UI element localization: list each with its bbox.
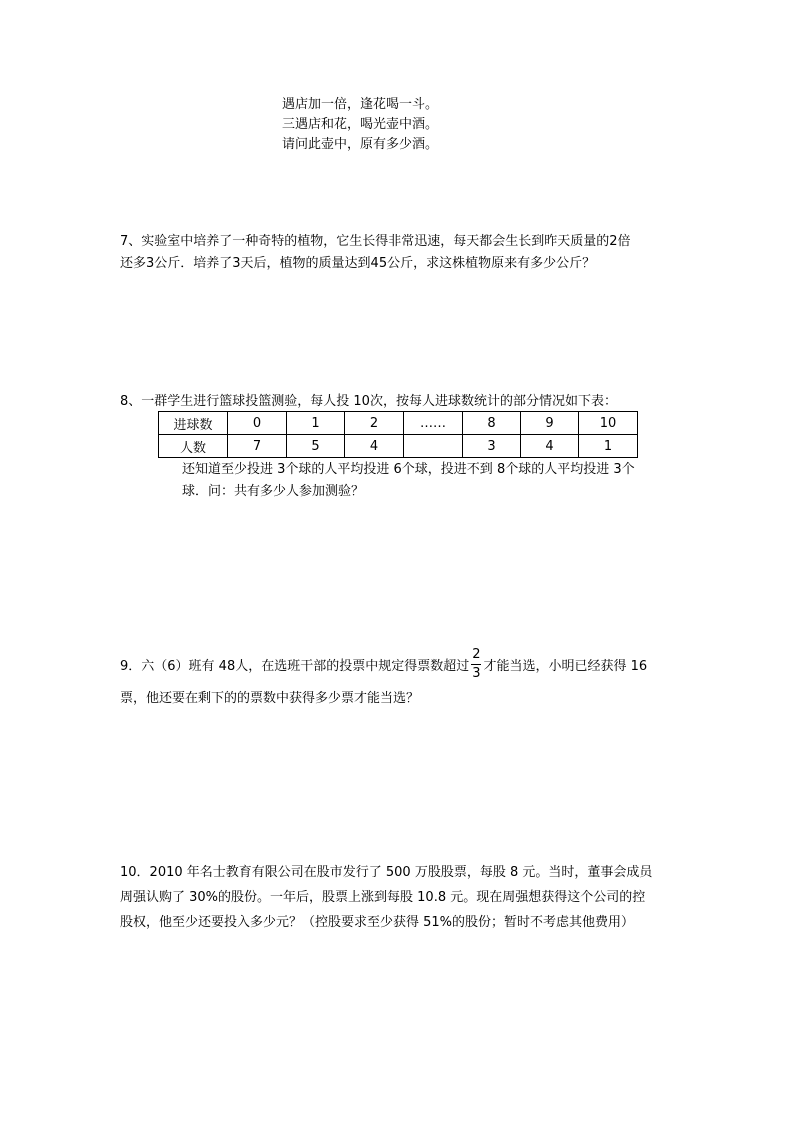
question-10-line-2: 周强认购了 30%的股份。一年后，股票上涨到每股 10.8 元。现在周强想获得这个公司的控	[120, 890, 646, 905]
fraction-denominator: 3	[472, 665, 481, 681]
poem-line-3: 请问此壶中，原有多少酒。	[282, 137, 439, 152]
question-10-line-3: 股权，他至少还要投入多少元？（控股要求至少获得 51%的股份；暂时不考虑其他费用）	[120, 915, 635, 930]
question-9	[120, 642, 647, 710]
table-cell	[404, 435, 463, 458]
poem-block	[282, 95, 438, 155]
table-cell: 1	[287, 412, 345, 435]
table-cell: 4	[521, 435, 579, 458]
table-cell: 8	[463, 412, 521, 435]
table-cell: 4	[345, 435, 404, 458]
table-cell-header-people: 人数	[159, 435, 228, 458]
question-8-intro: 8、一群学生进行篮球投篮测验，每人投 10次，按每人进球数统计的部分情况如下表：	[120, 394, 617, 409]
score-table-row-people	[159, 435, 638, 458]
fraction	[471, 647, 481, 682]
table-cell: 10	[579, 412, 638, 435]
poem-line-2: 三遇店和花，喝光壶中酒。	[282, 117, 439, 132]
question-8-continuation	[182, 459, 635, 503]
question-9-text-before: 9．六（6）班有 48人，在选班干部的投票中规定得票数超过	[120, 658, 470, 674]
table-cell: 9	[521, 412, 579, 435]
table-cell-header-goals: 进球数	[159, 412, 228, 435]
question-8-line-3: 球．问：共有多少人参加测验？	[182, 484, 365, 499]
question-10	[120, 860, 680, 935]
fraction-numerator: 2	[472, 646, 481, 662]
question-9-text-after: 才能当选，小明已经获得 16	[483, 658, 648, 674]
question-7-line-2: 还多3公斤．培养了3天后，植物的质量达到45公斤，求这株植物原来有多少公斤？	[120, 256, 596, 271]
table-cell: 5	[287, 435, 345, 458]
question-7-line-1: 7、实验室中培养了一种奇特的植物，它生长得非常迅速，每天都会生长到昨天质量的2倍	[120, 234, 631, 249]
table-cell: 1	[579, 435, 638, 458]
question-8-line-2: 还知道至少投进 3个球的人平均投进 6个球，投进不到 8个球的人平均投进 3个	[182, 462, 635, 477]
table-cell: 2	[345, 412, 404, 435]
score-table	[158, 411, 638, 458]
question-9-line-1	[120, 642, 647, 686]
question-7	[120, 231, 680, 275]
question-9-line-2: 票，他还要在剩下的的票数中获得多少票才能当选？	[120, 691, 420, 706]
score-table-row-goals	[159, 412, 638, 435]
table-cell: 7	[228, 435, 287, 458]
table-cell: 3	[463, 435, 521, 458]
table-cell: ……	[404, 412, 463, 435]
question-10-line-1: 10．2010 年名士教育有限公司在股市发行了 500 万股股票，每股 8 元。当时，董事会成员	[120, 865, 653, 880]
table-cell: 0	[228, 412, 287, 435]
poem-line-1: 遇店加一倍，逢花喝一斗。	[282, 97, 439, 112]
fraction-bar	[471, 664, 481, 665]
